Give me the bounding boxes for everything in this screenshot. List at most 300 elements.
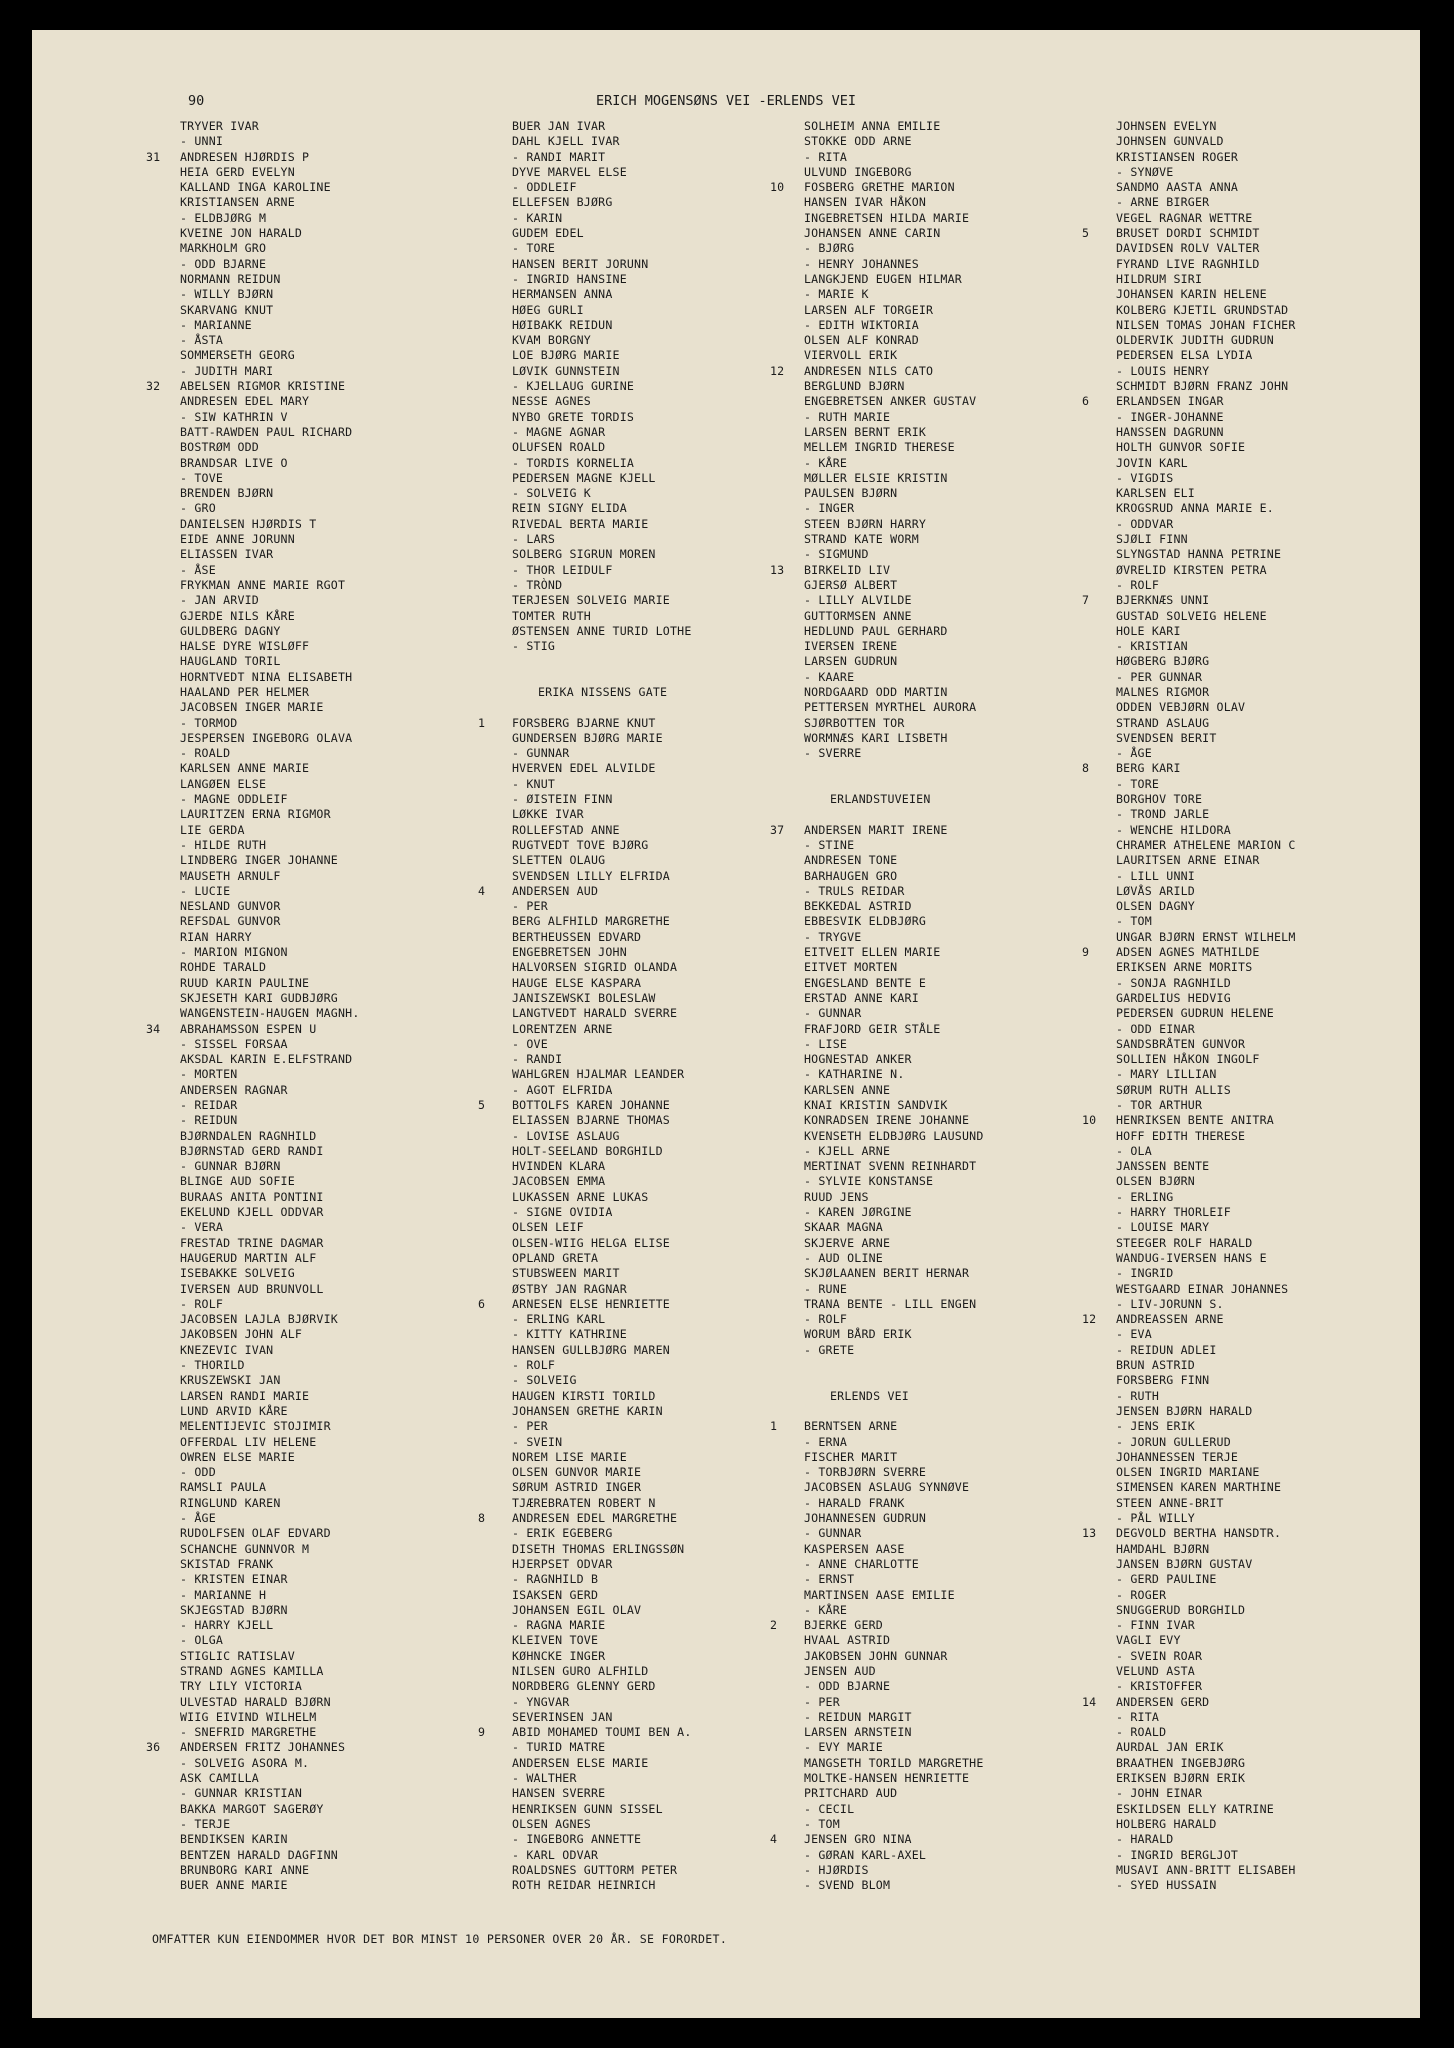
house-number: 1 <box>478 715 486 730</box>
resident-name: GUDEM EDEL <box>512 226 584 241</box>
resident-name: - THOR LEIDULF <box>512 562 613 577</box>
street-name: ERIKA NISSENS GATE <box>538 684 668 699</box>
resident-name: ANDERSEN AUD <box>512 883 599 898</box>
resident-entry <box>146 1389 466 1404</box>
resident-name: BEKKEDAL ASTRID <box>804 899 912 914</box>
resident-entry <box>1082 180 1402 195</box>
resident-name: BAKKA MARGOT SAGERØY <box>180 1801 324 1816</box>
resident-entry <box>146 1006 466 1021</box>
resident-name: OLSEN ALF KONRAD <box>804 333 919 348</box>
resident-entry <box>1082 348 1402 363</box>
resident-entry <box>1082 1220 1402 1235</box>
resident-name: MALNES RIGMOR <box>1116 684 1210 699</box>
resident-name: BERTHEUSSEN EDVARD <box>512 929 642 944</box>
street-name: ERLANDSTUVEIEN <box>830 792 931 807</box>
resident-entry <box>478 547 798 562</box>
resident-name: - ROLF <box>1116 577 1160 592</box>
resident-entry <box>770 593 1090 608</box>
resident-entry <box>146 1786 466 1801</box>
resident-entry <box>1082 1236 1402 1251</box>
resident-entry <box>1082 761 1402 776</box>
resident-name: JOHNSEN EVELYN <box>1116 119 1217 133</box>
resident-entry <box>478 1327 798 1342</box>
resident-entry <box>146 241 466 256</box>
resident-name: HOLE KARI <box>1116 623 1181 638</box>
resident-name: - ODDVAR <box>1116 516 1174 531</box>
resident-name: ISAKSEN GERD <box>512 1587 599 1602</box>
resident-name: PETTERSEN MYRTHEL AURORA <box>804 700 977 715</box>
resident-name: - MARIE K <box>804 287 869 302</box>
resident-entry <box>770 1098 1090 1113</box>
resident-entry <box>146 119 466 134</box>
resident-entry <box>1082 731 1402 746</box>
resident-entry <box>146 1052 466 1067</box>
resident-name: - KRISTIAN <box>1116 639 1188 654</box>
resident-name: EIDE ANNE JORUNN <box>180 532 295 547</box>
resident-entry <box>770 914 1090 929</box>
resident-entry <box>770 1083 1090 1098</box>
resident-entry <box>478 761 798 776</box>
resident-name: ROTH REIDAR HEINRICH <box>512 1878 656 1893</box>
resident-entry <box>478 823 798 838</box>
resident-entry <box>478 1802 798 1817</box>
resident-name: BUER JAN IVAR <box>512 119 606 133</box>
resident-entry <box>770 1343 1090 1358</box>
resident-entry <box>1082 1740 1402 1755</box>
resident-entry <box>478 807 798 822</box>
resident-entry <box>1082 914 1402 929</box>
resident-name: - ROALD <box>1116 1725 1167 1740</box>
resident-name: LOE BJØRG MARIE <box>512 348 620 363</box>
resident-entry <box>770 318 1090 333</box>
resident-name: - OLGA <box>180 1633 224 1648</box>
resident-entry <box>478 471 798 486</box>
resident-name: SEVERINSEN JAN <box>512 1709 613 1724</box>
resident-name: HEIA GERD EVELYN <box>180 164 295 179</box>
resident-entry <box>1082 563 1402 578</box>
resident-name: ROLLEFSTAD ANNE <box>512 822 620 837</box>
resident-name: MARTINSEN AASE EMILIE <box>804 1587 955 1602</box>
resident-name: ANDRESEN EDEL MARGRETHE <box>512 1511 678 1526</box>
resident-entry <box>478 486 798 501</box>
resident-name: MUSAVI ANN-BRITT ELISABEH <box>1116 1862 1296 1877</box>
resident-name: HILDRUM SIRI <box>1116 271 1203 286</box>
resident-name: OLUFSEN ROALD <box>512 440 606 455</box>
resident-entry <box>478 899 798 914</box>
resident-name: - ERNA <box>804 1434 848 1449</box>
resident-entry <box>146 410 466 425</box>
resident-name: OFFERDAL LIV HELENE <box>180 1434 317 1449</box>
resident-entry <box>478 456 798 471</box>
resident-name: NORDBERG GLENNY GERD <box>512 1679 656 1694</box>
resident-name: - MORTEN <box>180 1067 238 1082</box>
resident-entry <box>146 1205 466 1220</box>
resident-entry <box>770 211 1090 226</box>
resident-name: OWREN ELSE MARIE <box>180 1449 295 1464</box>
resident-entry <box>770 731 1090 746</box>
resident-entry <box>478 303 798 318</box>
resident-entry <box>770 1863 1090 1878</box>
resident-name: - KJELL ARNE <box>804 1143 891 1158</box>
resident-name: ERIKSEN ARNE MORITS <box>1116 960 1253 975</box>
resident-entry <box>146 1083 466 1098</box>
resident-name: - KITTY KATHRINE <box>512 1327 627 1342</box>
resident-name: PRITCHARD AUD <box>804 1786 898 1801</box>
resident-entry <box>146 394 466 409</box>
resident-name: - INGER-JOHANNE <box>1116 409 1224 424</box>
resident-name: - KARIN <box>512 210 563 225</box>
resident-name: HAUGE ELSE KASPARA <box>512 975 642 990</box>
resident-name: UNGAR BJØRN ERNST WILHELM <box>1116 929 1296 944</box>
resident-name: INGEBRETSEN HILDA MARIE <box>804 210 970 225</box>
resident-name: - FINN IVAR <box>1116 1618 1195 1633</box>
resident-name: - KRISTEN EINAR <box>180 1572 288 1587</box>
resident-name: TRANA BENTE - LILL ENGEN <box>804 1296 977 1311</box>
resident-name: HØIBAKK REIDUN <box>512 317 613 332</box>
resident-name: ELLEFSEN BJØRG <box>512 195 613 210</box>
resident-name: - UNNI <box>180 134 224 149</box>
resident-entry <box>478 563 798 578</box>
resident-name: - ROGER <box>1116 1587 1167 1602</box>
resident-entry <box>770 134 1090 149</box>
resident-entry <box>1082 1863 1402 1878</box>
resident-name: KOLBERG KJETIL GRUNDSTAD <box>1116 302 1289 317</box>
resident-entry <box>146 180 466 195</box>
resident-name: ESKILDSEN ELLY KATRINE <box>1116 1801 1274 1816</box>
blank-line <box>770 777 1090 792</box>
resident-name: LIE GERDA <box>180 822 245 837</box>
resident-name: SOLLIEN HÅKON INGOLF <box>1116 1052 1260 1067</box>
resident-entry <box>770 1848 1090 1863</box>
resident-name: - ANNE CHARLOTTE <box>804 1556 919 1571</box>
resident-entry <box>146 1450 466 1465</box>
resident-name: - GERD PAULINE <box>1116 1572 1217 1587</box>
resident-name: LANGØEN ELSE <box>180 776 267 791</box>
resident-entry <box>478 1083 798 1098</box>
resident-name: WAHLGREN HJALMAR LEANDER <box>512 1067 685 1082</box>
house-number: 14 <box>1082 1694 1097 1709</box>
resident-entry <box>1082 716 1402 731</box>
resident-name: - AGOT ELFRIDA <box>512 1082 613 1097</box>
resident-entry <box>1082 1113 1402 1128</box>
resident-name: - SVEND BLOM <box>804 1878 891 1893</box>
resident-entry <box>146 257 466 272</box>
resident-entry <box>478 1067 798 1082</box>
resident-entry <box>1082 1327 1402 1342</box>
resident-name: - PÅL WILLY <box>1116 1511 1195 1526</box>
resident-name: - HJØRDIS <box>804 1862 869 1877</box>
resident-entry <box>770 1067 1090 1082</box>
resident-entry <box>146 1174 466 1189</box>
street-heading <box>770 792 1090 807</box>
resident-name: ROALDSNES GUTTORM PETER <box>512 1862 678 1877</box>
resident-entry <box>770 517 1090 532</box>
resident-name: - INGER <box>804 501 855 516</box>
resident-entry <box>146 348 466 363</box>
resident-name: IVERSEN IRENE <box>804 639 898 654</box>
resident-entry <box>1082 1526 1402 1541</box>
resident-name: HOFF EDITH THERESE <box>1116 1128 1246 1143</box>
page-number: 90 <box>188 93 205 109</box>
resident-entry <box>478 1220 798 1235</box>
resident-name: NESLAND GUNVOR <box>180 899 281 914</box>
resident-name: OLDERVIK JUDITH GUDRUN <box>1116 333 1274 348</box>
resident-name: - TRÒND <box>512 577 563 592</box>
resident-name: - ÅGE <box>180 1511 216 1526</box>
resident-entry <box>146 930 466 945</box>
resident-name: ANDERSEN ELSE MARIE <box>512 1755 649 1770</box>
resident-entry <box>1082 1603 1402 1618</box>
resident-entry <box>478 1664 798 1679</box>
resident-name: - ÅSTA <box>180 333 224 348</box>
resident-entry <box>146 1190 466 1205</box>
resident-entry <box>770 930 1090 945</box>
resident-entry <box>478 853 798 868</box>
resident-name: - ODD EINAR <box>1116 1021 1195 1036</box>
resident-name: - INGRID HANSINE <box>512 271 627 286</box>
resident-entry <box>770 471 1090 486</box>
resident-entry <box>478 1129 798 1144</box>
house-number: 4 <box>770 1832 778 1847</box>
resident-entry <box>770 1633 1090 1648</box>
resident-name: HOLT-SEELAND BORGHILD <box>512 1143 663 1158</box>
resident-name: BARHAUGEN GRO <box>804 868 898 883</box>
footer-note: OMFATTER KUN EIENDOMMER HVOR DET BOR MINST 10 PERSONER OVER 20 ÅR. SE FORORDET. <box>152 1932 728 1946</box>
resident-entry <box>146 1832 466 1847</box>
resident-name: - RUTH <box>1116 1388 1160 1403</box>
resident-entry <box>146 547 466 562</box>
resident-entry <box>146 486 466 501</box>
resident-name: - TERJE <box>180 1816 231 1831</box>
resident-entry <box>1082 211 1402 226</box>
resident-entry <box>770 960 1090 975</box>
resident-entry <box>770 1159 1090 1174</box>
resident-entry <box>1082 1588 1402 1603</box>
resident-name: PEDERSEN MAGNE KJELL <box>512 470 656 485</box>
house-number: 1 <box>770 1419 778 1434</box>
resident-name: MANGSETH TORILD MARGRETHE <box>804 1755 984 1770</box>
resident-entry <box>146 318 466 333</box>
resident-name: JOHANSEN ANNE CARIN <box>804 226 941 241</box>
house-number: 10 <box>770 180 785 195</box>
resident-name: STEEN ANNE-BRIT <box>1116 1495 1224 1510</box>
resident-name: GARDELIUS HEDVIG <box>1116 990 1231 1005</box>
resident-name: - SOLVEIG ASORA M. <box>180 1755 310 1770</box>
resident-entry <box>146 1266 466 1281</box>
resident-entry <box>146 991 466 1006</box>
resident-entry <box>478 1603 798 1618</box>
resident-name: WORUM BÅRD ERIK <box>804 1327 912 1342</box>
resident-name: - GUNNAR <box>804 1526 862 1541</box>
resident-name: ERSTAD ANNE KARI <box>804 990 919 1005</box>
resident-name: - KATHARINE N. <box>804 1067 905 1082</box>
resident-entry <box>146 685 466 700</box>
resident-entry <box>146 563 466 578</box>
resident-name: JOHANSEN GRETHE KARIN <box>512 1403 663 1418</box>
resident-name: BERG ALFHILD MARGRETHE <box>512 914 670 929</box>
resident-name: KNEZEVIC IVAN <box>180 1342 274 1357</box>
resident-name: - TORBJØRN SVERRE <box>804 1465 927 1480</box>
resident-entry <box>478 517 798 532</box>
resident-name: SOLHEIM ANNA EMILIE <box>804 119 941 133</box>
resident-name: VIERVOLL ERIK <box>804 348 898 363</box>
resident-entry <box>1082 1802 1402 1817</box>
resident-name: - ERIK EGEBERG <box>512 1526 613 1541</box>
resident-entry <box>770 394 1090 409</box>
resident-name: BRENDEN BJØRN <box>180 486 274 501</box>
resident-entry <box>1082 1297 1402 1312</box>
resident-entry <box>478 1756 798 1771</box>
resident-name: NOREM LISE MARIE <box>512 1449 627 1464</box>
resident-name: SVENDSEN LILLY ELFRIDA <box>512 868 670 883</box>
resident-entry <box>770 624 1090 639</box>
resident-entry <box>478 1878 798 1893</box>
resident-entry <box>146 1542 466 1557</box>
resident-name: - TORDIS KORNELIA <box>512 455 635 470</box>
resident-name: ENGEBRETSEN JOHN <box>512 945 627 960</box>
resident-entry <box>1082 1419 1402 1434</box>
resident-entry <box>1082 1159 1402 1174</box>
resident-entry <box>478 1144 798 1159</box>
resident-entry <box>478 869 798 884</box>
resident-entry <box>146 1649 466 1664</box>
resident-entry <box>478 1817 798 1832</box>
resident-name: STRAND AGNES KAMILLA <box>180 1663 324 1678</box>
resident-entry <box>770 639 1090 654</box>
resident-name: HOLTH GUNVOR SOFIE <box>1116 440 1246 455</box>
resident-entry <box>1082 593 1402 608</box>
resident-name: BERG KARI <box>1116 761 1181 776</box>
resident-name: HEDLUND PAUL GERHARD <box>804 623 948 638</box>
resident-name: GJERSØ ALBERT <box>804 577 898 592</box>
resident-entry <box>1082 1450 1402 1465</box>
resident-name: - TRULS REIDAR <box>804 883 905 898</box>
resident-name: - WILLY BJØRN <box>180 287 274 302</box>
resident-entry <box>1082 746 1402 761</box>
resident-name: HVERVEN EDEL ALVILDE <box>512 761 656 776</box>
resident-name: STEEN BJØRN HARRY <box>804 516 927 531</box>
resident-name: JOHANSEN KARIN HELENE <box>1116 287 1267 302</box>
resident-name: EITVEIT ELLEN MARIE <box>804 945 941 960</box>
resident-name: GJERDE NILS KÅRE <box>180 608 295 623</box>
resident-entry <box>770 1129 1090 1144</box>
resident-entry <box>770 716 1090 731</box>
resident-entry <box>770 1588 1090 1603</box>
resident-name: - MARY LILLIAN <box>1116 1067 1217 1082</box>
resident-name: - TORE <box>1116 776 1160 791</box>
resident-name: OLSEN LEIF <box>512 1220 584 1235</box>
resident-entry <box>770 1022 1090 1037</box>
resident-entry <box>146 1740 466 1755</box>
resident-name: - REIDUN ADLEI <box>1116 1342 1217 1357</box>
resident-entry <box>1082 1465 1402 1480</box>
resident-name: LARSEN GUDRUN <box>804 654 898 669</box>
resident-name: - SIGMUND <box>804 547 869 562</box>
resident-name: JACOBSEN EMMA <box>512 1174 606 1189</box>
resident-entry <box>770 333 1090 348</box>
resident-entry <box>478 1358 798 1373</box>
resident-entry <box>770 1006 1090 1021</box>
resident-name: OLSEN-WIIG HELGA ELISE <box>512 1235 670 1250</box>
resident-name: - GUNNAR <box>512 746 570 761</box>
resident-name: - ERLING <box>1116 1189 1174 1204</box>
resident-entry <box>770 1220 1090 1235</box>
house-number: 31 <box>146 149 161 164</box>
resident-entry <box>770 1786 1090 1801</box>
resident-name: MELENTIJEVIC STOJIMIR <box>180 1419 331 1434</box>
resident-entry <box>478 991 798 1006</box>
blank-line <box>478 670 798 685</box>
resident-entry <box>770 1878 1090 1893</box>
resident-name: NILSEN TOMAS JOHAN FICHER <box>1116 317 1296 332</box>
resident-entry <box>146 150 466 165</box>
resident-entry <box>770 976 1090 991</box>
resident-name: JENSEN BJØRN HARALD <box>1116 1403 1253 1418</box>
resident-name: JENSEN GRO NINA <box>804 1832 912 1847</box>
resident-name: RUUD JENS <box>804 1189 869 1204</box>
resident-entry <box>1082 945 1402 960</box>
resident-name: JOVIN KARL <box>1116 455 1188 470</box>
resident-name: ELIASSEN IVAR <box>180 547 274 562</box>
resident-entry <box>1082 1373 1402 1388</box>
resident-name: BJERKE GERD <box>804 1618 883 1633</box>
resident-entry <box>1082 1786 1402 1801</box>
resident-name: - TOR ARTHUR <box>1116 1098 1203 1112</box>
blank-line <box>478 654 798 669</box>
resident-name: HALSE DYRE WISLØFF <box>180 639 310 654</box>
resident-entry <box>1082 1848 1402 1863</box>
resident-name: ANDERSEN FRITZ JOHANNES <box>180 1740 346 1755</box>
resident-entry <box>146 165 466 180</box>
resident-name: JACOBSEN INGER MARIE <box>180 700 324 715</box>
resident-name: FISCHER MARIT <box>804 1449 898 1464</box>
resident-entry <box>770 1113 1090 1128</box>
resident-name: - YNGVAR <box>512 1694 570 1709</box>
resident-entry <box>1082 471 1402 486</box>
resident-entry <box>1082 486 1402 501</box>
resident-entry <box>478 1404 798 1419</box>
resident-entry <box>1082 501 1402 516</box>
resident-entry <box>1082 1496 1402 1511</box>
resident-name: BRAATHEN INGEBJØRG <box>1116 1755 1246 1770</box>
resident-entry <box>146 1067 466 1082</box>
resident-entry <box>1082 1174 1402 1189</box>
resident-name: SNUGGERUD BORGHILD <box>1116 1602 1246 1617</box>
resident-entry <box>770 685 1090 700</box>
resident-entry <box>146 899 466 914</box>
resident-entry <box>146 425 466 440</box>
resident-entry <box>1082 1832 1402 1847</box>
resident-entry <box>478 1236 798 1251</box>
resident-entry <box>478 272 798 287</box>
resident-name: - LILL UNNI <box>1116 868 1195 883</box>
resident-name: WORMNÆS KARI LISBETH <box>804 730 948 745</box>
resident-entry <box>770 119 1090 134</box>
resident-name: ELIASSEN BJARNE THOMAS <box>512 1113 670 1128</box>
resident-name: - THORILD <box>180 1358 245 1373</box>
resident-entry <box>1082 440 1402 455</box>
resident-entry <box>770 700 1090 715</box>
resident-name: - ROLF <box>512 1358 556 1373</box>
resident-entry <box>1082 1618 1402 1633</box>
resident-entry <box>1082 899 1402 914</box>
resident-name: - JORUN GULLERUD <box>1116 1434 1231 1449</box>
resident-name: DEGVOLD BERTHA HANSDTR. <box>1116 1526 1282 1541</box>
resident-entry <box>1082 456 1402 471</box>
house-number: 32 <box>146 379 161 394</box>
resident-name: JAKOBSEN JOHN GUNNAR <box>804 1648 948 1663</box>
resident-name: PAULSEN BJØRN <box>804 486 898 501</box>
